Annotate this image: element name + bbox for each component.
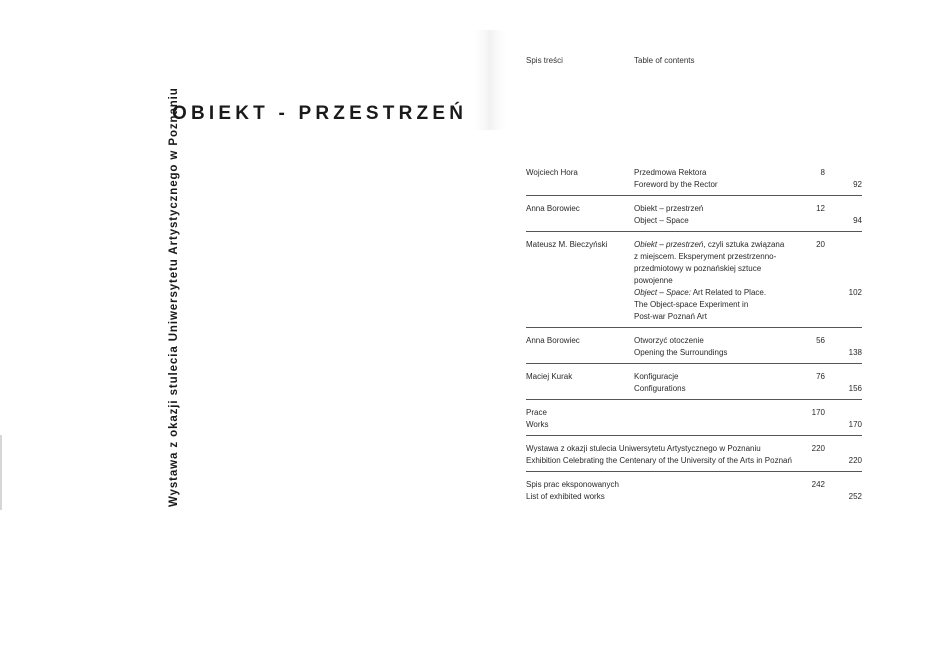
toc-divider: [526, 195, 862, 196]
toc-page-en: 102: [848, 288, 862, 297]
toc-page-en: 252: [848, 492, 862, 501]
toc-title-pl: Wystawa z okazji stulecia Uniwersytetu Artystycznego w Poznaniu: [526, 444, 761, 453]
toc-title-pl: Otworzyć otoczenie: [634, 336, 704, 345]
toc-divider: [526, 363, 862, 364]
toc-title-pl-line-1: Obiekt – przestrzeń, czyli sztuka związana: [634, 240, 785, 249]
toc-title-en-line-1: Object – Space: Art Related to Place.: [634, 288, 767, 297]
page-edge: [0, 435, 2, 510]
toc-divider: [526, 471, 862, 472]
toc-title-pl: Prace: [526, 408, 547, 417]
toc-author: Maciej Kurak: [526, 372, 573, 381]
toc-page-pl: 12: [816, 204, 825, 213]
toc-page-en: 92: [853, 180, 862, 189]
toc-title-en: Configurations: [634, 384, 686, 393]
toc-page-pl: 8: [820, 168, 825, 177]
toc-title-en-line-2: The Object-space Experiment in: [634, 300, 749, 309]
toc-page-pl: 220: [811, 444, 825, 453]
toc-page-en: 220: [848, 456, 862, 465]
toc-page-pl: 20: [816, 240, 825, 249]
toc-title-en: Works: [526, 420, 549, 429]
toc-page-en: 94: [853, 216, 862, 225]
toc-title-pl: Obiekt – przestrzeń: [634, 204, 704, 213]
toc-divider: [526, 231, 862, 232]
toc-title-en-line-3: Post-war Poznań Art: [634, 312, 707, 321]
toc-title-en: Exhibition Celebrating the Centenary of the University of the Arts in Poznań: [526, 456, 792, 465]
toc-page-en: 138: [848, 348, 862, 357]
toc-title-en: Object – Space: [634, 216, 689, 225]
toc-page-pl: 76: [816, 372, 825, 381]
toc-title-pl: Konfiguracje: [634, 372, 679, 381]
toc-author: Wojciech Hora: [526, 168, 578, 177]
toc-header-polish: Spis treści: [526, 56, 563, 65]
toc-page-pl: 170: [811, 408, 825, 417]
toc-title-pl: Spis prac eksponowanych: [526, 480, 619, 489]
toc-author: Anna Borowiec: [526, 336, 580, 345]
toc-title-en: List of exhibited works: [526, 492, 605, 501]
toc-divider: [526, 327, 862, 328]
toc-title-en: Foreword by the Rector: [634, 180, 718, 189]
toc-page-pl: 56: [816, 336, 825, 345]
toc-header-english: Table of contents: [634, 56, 695, 65]
toc-page-pl: 242: [811, 480, 825, 489]
spine-text: Wystawa z okazji stulecia Uniwersytetu Artystycznego w Poznaniu: [168, 87, 180, 507]
toc-title-pl-line-4: powojenne: [634, 276, 673, 285]
toc-title-en: Opening the Surroundings: [634, 348, 728, 357]
toc-page-en: 170: [848, 420, 862, 429]
toc-divider: [526, 399, 862, 400]
toc-title-pl-line-2: z miejscem. Eksperyment przestrzenno-: [634, 252, 777, 261]
toc-page-en: 156: [848, 384, 862, 393]
toc-title-pl-line-3: przedmiotowy w poznańskiej sztuce: [634, 264, 762, 273]
toc-title-pl: Przedmowa Rektora: [634, 168, 707, 177]
book-title: OBIEKT - PRZESTRZEŃ: [172, 103, 468, 124]
toc-divider: [526, 435, 862, 436]
toc-author: Anna Borowiec: [526, 204, 580, 213]
toc-author: Mateusz M. Bieczyński: [526, 240, 608, 249]
